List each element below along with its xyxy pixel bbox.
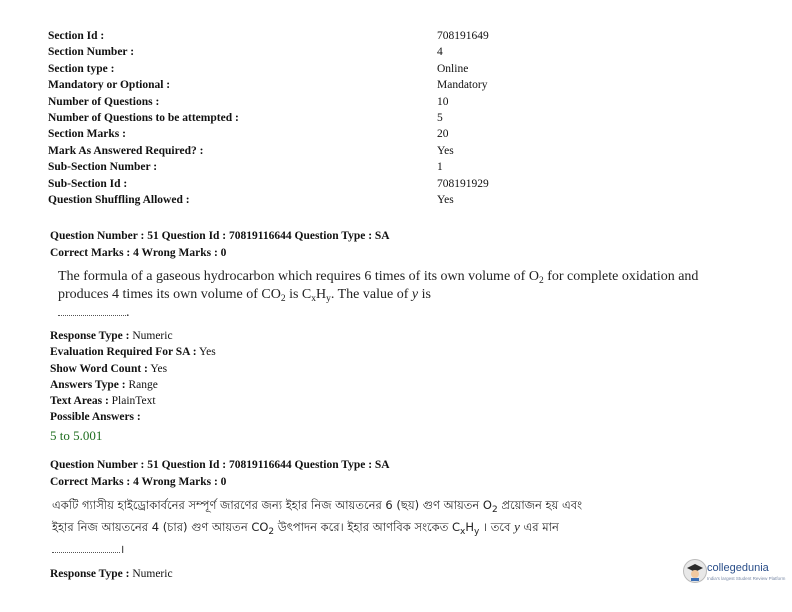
question-text-bengali: একটি গ্যাসীয় হাইড্রোকার্বনের সম্পূর্ণ জারণের জন্য ইহার নিজ আয়তনের 6 (ছয়) গুণ আয়তন $O_2$ প্রয়োজন হয় এবং ইহার নিজ আয়তনের 4 (চার) গুণ আয়তন $CO_2$ উৎপাদন করে। ইহার আণবিক সংকেত $C_xH_y$ । তবে y এর মান । bbox=[52, 498, 583, 556]
info-row-subsection-id: Sub-Section Id : 708191929 bbox=[48, 177, 489, 190]
graduate-icon bbox=[683, 559, 707, 583]
logo-tagline: India's largest Student Review Platform bbox=[707, 576, 786, 581]
meta-response-type: Response Type : Numeric bbox=[50, 568, 173, 580]
question-block-bengali bbox=[50, 457, 750, 582]
question-marks: Correct Marks : 4 Wrong Marks : 0 bbox=[50, 475, 227, 488]
answer-blank bbox=[58, 305, 126, 316]
question-header: Question Number : 51 Question Id : 70819116644 Question Type : SA bbox=[50, 459, 390, 471]
info-row-section-id: Section Id : 708191649 bbox=[48, 30, 489, 42]
section-info-table bbox=[48, 28, 568, 208]
info-row-questions-attempted: Number of Questions to be attempted : 5 bbox=[48, 111, 443, 124]
question-text: The formula of a gaseous hydrocarbon which requires 6 times of its own volume of $O_2$ for complete oxidation and produces 4 times its own volume of $CO_2$ is $C_xH_y$. The value of y is . bbox=[58, 269, 699, 320]
question-meta bbox=[50, 566, 750, 582]
collegedunia-logo bbox=[683, 559, 786, 589]
meta-answers-type: Answers Type : Range bbox=[50, 378, 158, 391]
info-row-section-marks: Section Marks : 20 bbox=[48, 128, 449, 141]
info-row-section-type: Section type : Online bbox=[48, 62, 469, 75]
info-row-mandatory: Mandatory or Optional : Mandatory bbox=[48, 79, 488, 92]
question-meta bbox=[50, 328, 750, 445]
answer-blank bbox=[52, 542, 120, 553]
info-row-number-of-questions: Number of Questions : 10 bbox=[48, 95, 449, 108]
meta-response-type: Response Type : Numeric bbox=[50, 330, 173, 342]
info-row-shuffling: Question Shuffling Allowed : Yes bbox=[48, 193, 454, 206]
possible-answer-value: 5 to 5.001 bbox=[50, 427, 103, 443]
meta-show-word-count: Show Word Count : Yes bbox=[50, 362, 168, 375]
question-marks: Correct Marks : 4 Wrong Marks : 0 bbox=[50, 246, 227, 259]
info-row-subsection-number: Sub-Section Number : 1 bbox=[48, 161, 443, 174]
question-header: Question Number : 51 Question Id : 70819116644 Question Type : SA bbox=[50, 230, 390, 242]
info-row-section-number: Section Number : 4 bbox=[48, 46, 443, 59]
meta-text-areas: Text Areas : PlainText bbox=[50, 395, 156, 408]
question-block-english bbox=[50, 228, 750, 445]
meta-evaluation-required: Evaluation Required For SA : Yes bbox=[50, 346, 216, 359]
info-row-mark-answered: Mark As Answered Required? : Yes bbox=[48, 144, 454, 157]
logo-wordmark: collegedunia bbox=[707, 562, 769, 574]
meta-possible-answers: Possible Answers : bbox=[50, 411, 141, 424]
